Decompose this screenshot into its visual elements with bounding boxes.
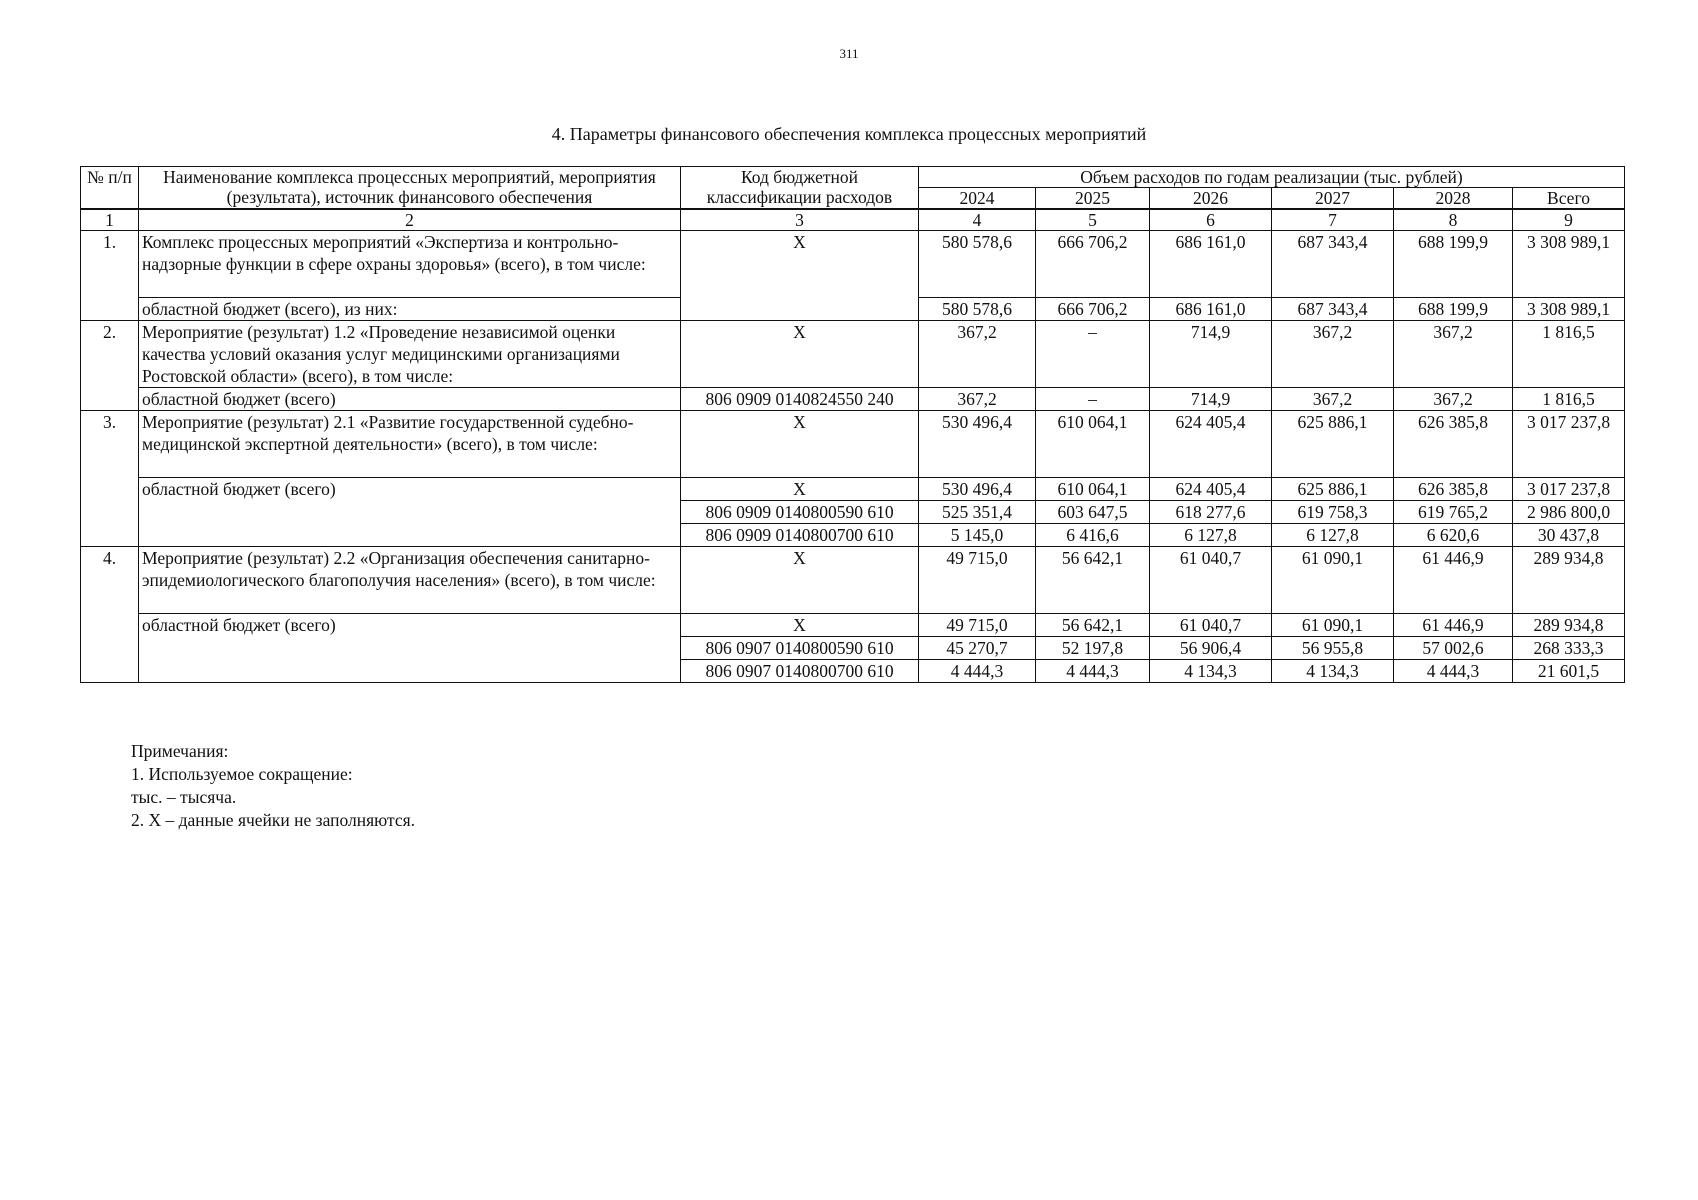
value-cell: 2 986 800,0: [1513, 501, 1625, 524]
funding-source: областной бюджет (всего): [139, 478, 681, 547]
column-number: 1: [81, 209, 139, 231]
value-cell: 4 444,3: [1394, 660, 1513, 683]
note-line: тыс. – тысяча.: [131, 787, 237, 807]
value-cell: 56 642,1: [1036, 614, 1150, 637]
value-cell: 626 385,8: [1394, 411, 1513, 478]
header-year: 2027: [1272, 188, 1394, 210]
value-cell: 3 017 237,8: [1513, 478, 1625, 501]
header-code: Код бюджетной классификации расходов: [681, 167, 919, 210]
value-cell: 56 955,8: [1272, 637, 1394, 660]
row-number: 2.: [81, 321, 139, 411]
value-cell: 61 446,9: [1394, 614, 1513, 637]
value-cell: 687 343,4: [1272, 298, 1394, 321]
value-cell: 268 333,3: [1513, 637, 1625, 660]
budget-code: X: [681, 614, 919, 637]
header-num: № п/п: [81, 167, 139, 210]
value-cell: –: [1036, 388, 1150, 411]
header-volume: Объем расходов по годам реализации (тыс. рублей): [919, 167, 1625, 188]
page-number: 311: [839, 46, 859, 61]
budget-code: 806 0907 0140800700 610: [681, 660, 919, 683]
value-cell: 1 816,5: [1513, 321, 1625, 388]
column-number: 5: [1036, 209, 1150, 231]
header-row: [81, 167, 1625, 188]
row-number: 4.: [81, 547, 139, 683]
table-row: [81, 478, 1625, 501]
table-row: [81, 411, 1625, 478]
value-cell: 1 816,5: [1513, 388, 1625, 411]
budget-code: 806 0909 0140824550 240: [681, 388, 919, 411]
value-cell: 4 134,3: [1272, 660, 1394, 683]
header-total: Всего: [1513, 188, 1625, 210]
header-name: Наименование комплекса процессных мероприятий, мероприятия (результата), источник финансового обеспечения: [139, 167, 681, 210]
value-cell: 610 064,1: [1036, 411, 1150, 478]
value-cell: 686 161,0: [1150, 231, 1272, 298]
value-cell: 530 496,4: [919, 411, 1036, 478]
value-cell: 56 642,1: [1036, 547, 1150, 614]
value-cell: 625 886,1: [1272, 478, 1394, 501]
value-cell: 603 647,5: [1036, 501, 1150, 524]
column-number: 8: [1394, 209, 1513, 231]
column-number: 3: [681, 209, 919, 231]
notes-block: [131, 740, 415, 832]
value-cell: 61 040,7: [1150, 614, 1272, 637]
value-cell: 52 197,8: [1036, 637, 1150, 660]
table-row: [81, 388, 1625, 411]
value-cell: 626 385,8: [1394, 478, 1513, 501]
value-cell: 30 437,8: [1513, 524, 1625, 547]
column-number: 6: [1150, 209, 1272, 231]
value-cell: 367,2: [1272, 321, 1394, 388]
column-number: 4: [919, 209, 1036, 231]
notes-heading: Примечания:: [131, 741, 229, 761]
value-cell: 580 578,6: [919, 231, 1036, 298]
row-number: 1.: [81, 231, 139, 321]
value-cell: 610 064,1: [1036, 478, 1150, 501]
table-row: [81, 231, 1625, 298]
value-cell: 56 906,4: [1150, 637, 1272, 660]
value-cell: 714,9: [1150, 388, 1272, 411]
value-cell: 624 405,4: [1150, 411, 1272, 478]
value-cell: 45 270,7: [919, 637, 1036, 660]
funding-source: областной бюджет (всего), из них:: [139, 298, 681, 321]
value-cell: 3 308 989,1: [1513, 298, 1625, 321]
budget-code: X: [681, 478, 919, 501]
row-title: Мероприятие (результат) 1.2 «Проведение независимой оценки качества условий оказания услуг медицинскими организациями Ростовской области» (всего), в том числе:: [139, 321, 681, 388]
value-cell: 4 444,3: [919, 660, 1036, 683]
value-cell: 4 134,3: [1150, 660, 1272, 683]
table-row: [81, 321, 1625, 388]
value-cell: 666 706,2: [1036, 298, 1150, 321]
row-title: Мероприятие (результат) 2.2 «Организация обеспечения санитарно-эпидемиологического благополучия населения» (всего), в том числе:: [139, 547, 681, 614]
value-cell: 6 416,6: [1036, 524, 1150, 547]
value-cell: 57 002,6: [1394, 637, 1513, 660]
funding-source: областной бюджет (всего): [139, 388, 681, 411]
value-cell: 686 161,0: [1150, 298, 1272, 321]
table-row: [81, 547, 1625, 614]
row-title: Мероприятие (результат) 2.1 «Развитие государственной судебно-медицинской экспертной деятельности» (всего), в том числе:: [139, 411, 681, 478]
value-cell: 687 343,4: [1272, 231, 1394, 298]
budget-code: 806 0909 0140800700 610: [681, 524, 919, 547]
value-cell: 3 308 989,1: [1513, 231, 1625, 298]
financing-table: [80, 166, 1625, 683]
column-number-row: [81, 209, 1625, 231]
header-year: 2028: [1394, 188, 1513, 210]
budget-code: 806 0907 0140800590 610: [681, 637, 919, 660]
value-cell: 688 199,9: [1394, 231, 1513, 298]
value-cell: 61 090,1: [1272, 614, 1394, 637]
value-cell: 625 886,1: [1272, 411, 1394, 478]
budget-code: 806 0909 0140800590 610: [681, 501, 919, 524]
value-cell: 3 017 237,8: [1513, 411, 1625, 478]
header-year: 2024: [919, 188, 1036, 210]
header-year: 2026: [1150, 188, 1272, 210]
column-number: 2: [139, 209, 681, 231]
value-cell: 688 199,9: [1394, 298, 1513, 321]
value-cell: 624 405,4: [1150, 478, 1272, 501]
value-cell: 61 090,1: [1272, 547, 1394, 614]
value-cell: 367,2: [1394, 321, 1513, 388]
document-title: 4. Параметры финансового обеспечения комплекса процессных мероприятий: [551, 124, 1147, 144]
value-cell: 61 446,9: [1394, 547, 1513, 614]
note-line: 1. Используемое сокращение:: [131, 764, 353, 784]
row-code: X: [681, 547, 919, 614]
row-code: X: [681, 231, 919, 321]
column-number: 9: [1513, 209, 1625, 231]
row-number: 3.: [81, 411, 139, 547]
value-cell: 6 127,8: [1150, 524, 1272, 547]
funding-source: областной бюджет (всего): [139, 614, 681, 683]
value-cell: 6 620,6: [1394, 524, 1513, 547]
value-cell: 21 601,5: [1513, 660, 1625, 683]
value-cell: 5 145,0: [919, 524, 1036, 547]
row-code: X: [681, 321, 919, 388]
value-cell: 619 758,3: [1272, 501, 1394, 524]
value-cell: 580 578,6: [919, 298, 1036, 321]
value-cell: 367,2: [1394, 388, 1513, 411]
value-cell: 714,9: [1150, 321, 1272, 388]
value-cell: 289 934,8: [1513, 614, 1625, 637]
table-row: [81, 614, 1625, 637]
value-cell: 618 277,6: [1150, 501, 1272, 524]
value-cell: 49 715,0: [919, 614, 1036, 637]
value-cell: 525 351,4: [919, 501, 1036, 524]
value-cell: 367,2: [1272, 388, 1394, 411]
column-number: 7: [1272, 209, 1394, 231]
value-cell: 367,2: [919, 388, 1036, 411]
value-cell: 666 706,2: [1036, 231, 1150, 298]
value-cell: 6 127,8: [1272, 524, 1394, 547]
row-title: Комплекс процессных мероприятий «Экспертиза и контрольно-надзорные функции в сфере охраны здоровья» (всего), в том числе:: [139, 231, 681, 298]
row-code: X: [681, 411, 919, 478]
value-cell: 530 496,4: [919, 478, 1036, 501]
value-cell: 4 444,3: [1036, 660, 1150, 683]
value-cell: –: [1036, 321, 1150, 388]
value-cell: 367,2: [919, 321, 1036, 388]
value-cell: 619 765,2: [1394, 501, 1513, 524]
value-cell: 49 715,0: [919, 547, 1036, 614]
header-year: 2025: [1036, 188, 1150, 210]
note-line: 2. X – данные ячейки не заполняются.: [131, 810, 416, 830]
value-cell: 61 040,7: [1150, 547, 1272, 614]
value-cell: 289 934,8: [1513, 547, 1625, 614]
